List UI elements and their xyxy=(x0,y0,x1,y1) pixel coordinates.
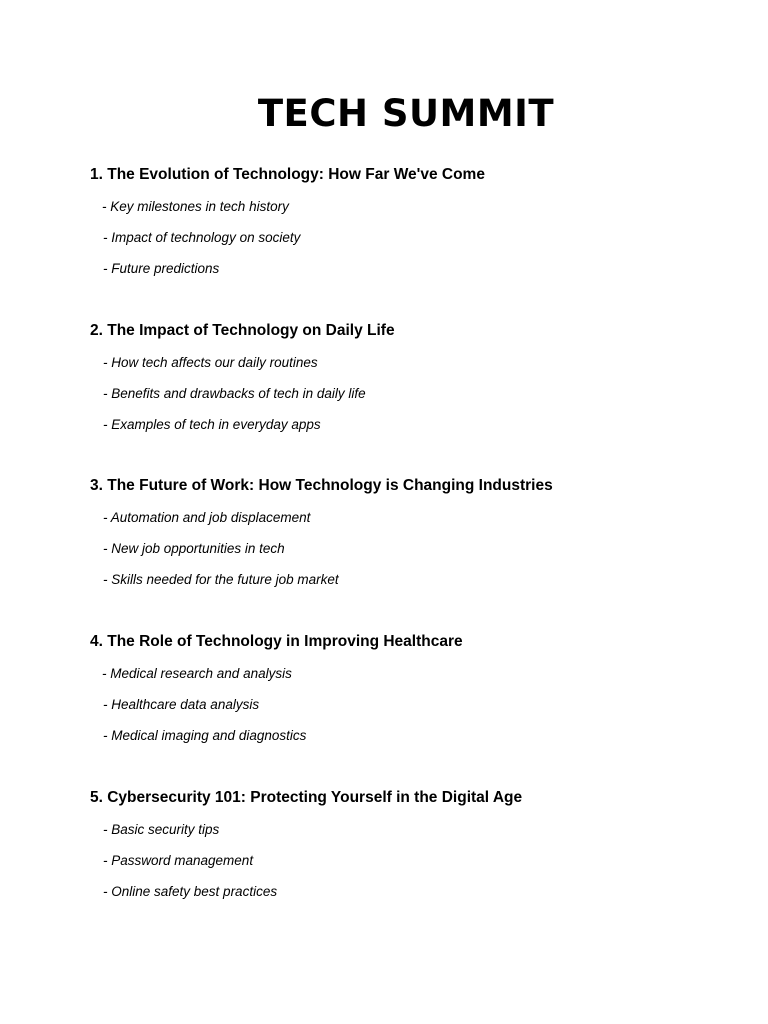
document-title: TECH SUMMIT xyxy=(257,92,555,135)
list-item: - Future predictions xyxy=(103,261,220,276)
list-item: - How tech affects our daily routines xyxy=(103,355,318,370)
bullet-list xyxy=(90,821,730,901)
list-item: - Password management xyxy=(103,853,254,868)
section-4 xyxy=(90,632,730,745)
section-3 xyxy=(90,476,730,589)
section-heading: 3. The Future of Work: How Technology is Changing Industries xyxy=(90,477,553,494)
list-item: - Basic security tips xyxy=(103,822,220,837)
section-heading: 4. The Role of Technology in Improving Healthcare xyxy=(90,633,463,650)
list-item: - Medical research and analysis xyxy=(102,666,292,681)
bullet-list xyxy=(90,665,730,745)
section-heading: 1. The Evolution of Technology: How Far We've Come xyxy=(90,166,485,183)
list-item: - Examples of tech in everyday apps xyxy=(103,417,321,432)
list-item: - Automation and job displacement xyxy=(103,510,311,525)
section-heading: 2. The Impact of Technology on Daily Life xyxy=(90,322,395,339)
bullet-list xyxy=(90,354,730,434)
list-item: - Healthcare data analysis xyxy=(103,697,260,712)
section-2 xyxy=(90,321,730,434)
section-5 xyxy=(90,788,730,901)
bullet-list xyxy=(90,198,730,278)
list-item: - Key milestones in tech history xyxy=(102,199,289,214)
section-1 xyxy=(90,165,730,278)
list-item: - Benefits and drawbacks of tech in daily life xyxy=(103,386,366,401)
list-item: - Medical imaging and diagnostics xyxy=(103,728,307,743)
list-item: - Online safety best practices xyxy=(103,884,278,899)
list-item: - New job opportunities in tech xyxy=(103,541,285,556)
bullet-list xyxy=(90,509,730,589)
section-heading: 5. Cybersecurity 101: Protecting Yourself in the Digital Age xyxy=(90,789,523,806)
list-item: - Skills needed for the future job market xyxy=(103,572,339,587)
list-item: - Impact of technology on society xyxy=(103,230,301,245)
